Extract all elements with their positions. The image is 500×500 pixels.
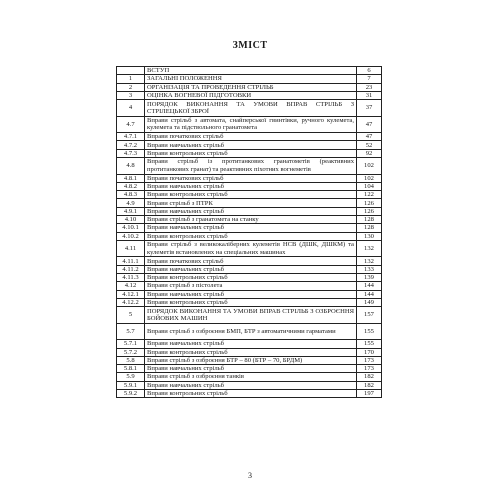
- toc-section-number: 4.11.1: [117, 257, 145, 265]
- toc-row: [117, 174, 382, 182]
- toc-page-number: 155: [357, 340, 382, 348]
- toc-row: [117, 356, 382, 364]
- toc-section-number: 4.8.1: [117, 174, 145, 182]
- toc-page-number: 47: [357, 116, 382, 133]
- toc-page-number: 6: [357, 67, 382, 75]
- toc-page-number: 132: [357, 240, 382, 257]
- toc-page-number: 182: [357, 373, 382, 381]
- toc-section-title: Вправи стрільб з озброєння БТР – 80 (БТР – 70, БРДМ): [145, 356, 357, 364]
- toc-section-title: ЗАГАЛЬНІ ПОЛОЖЕННЯ: [145, 75, 357, 83]
- toc-row: [117, 307, 382, 324]
- toc-page-number: 104: [357, 182, 382, 190]
- toc-page-number: 130: [357, 232, 382, 240]
- toc-page-number: 132: [357, 257, 382, 265]
- toc-section-title: ВСТУП: [145, 67, 357, 75]
- toc-section-number: 4.9.1: [117, 207, 145, 215]
- toc-body: [117, 67, 382, 398]
- toc-section-title: Вправи контрольних стрільб: [145, 298, 357, 306]
- toc-section-title: Вправи стрільб з автомата, снайперської гвинтівки, ручного кулемета, кулемета та підствольного гранатомета: [145, 116, 357, 133]
- toc-page-number: 102: [357, 174, 382, 182]
- toc-section-number: 4.12: [117, 282, 145, 290]
- toc-section-number: 4.11: [117, 240, 145, 257]
- toc-section-number: 5.9: [117, 373, 145, 381]
- toc-page-number: 173: [357, 365, 382, 373]
- toc-row: [117, 274, 382, 282]
- toc-page-number: 144: [357, 290, 382, 298]
- toc-section-number: 4.10.2: [117, 232, 145, 240]
- toc-section-number: 4.7.3: [117, 149, 145, 157]
- toc-section-number: 4: [117, 100, 145, 117]
- toc-page-number: 157: [357, 307, 382, 324]
- toc-section-number: 5.7.1: [117, 340, 145, 348]
- toc-page-number: 133: [357, 265, 382, 273]
- toc-row: [117, 141, 382, 149]
- toc-section-number: 4.7.2: [117, 141, 145, 149]
- toc-page-number: 92: [357, 149, 382, 157]
- toc-section-number: 4.11.3: [117, 274, 145, 282]
- toc-section-number: 4.11.2: [117, 265, 145, 273]
- toc-row: [117, 348, 382, 356]
- toc-section-title: ОРГАНІЗАЦІЯ ТА ПРОВЕДЕННЯ СТРІЛЬБ: [145, 83, 357, 91]
- toc-section-number: 4.8.3: [117, 191, 145, 199]
- toc-row: [117, 240, 382, 257]
- toc-section-title: Вправи навчальних стрільб: [145, 265, 357, 273]
- toc-section-number: 5: [117, 307, 145, 324]
- toc-row: [117, 298, 382, 306]
- toc-section-title: Вправи контрольних стрільб: [145, 390, 357, 398]
- toc-section-title: Вправи початкових стрільб: [145, 257, 357, 265]
- toc-page-number: 7: [357, 75, 382, 83]
- toc-section-title: Вправи навчальних стрільб: [145, 381, 357, 389]
- toc-row: [117, 390, 382, 398]
- toc-section-title: Вправи навчальних стрільб: [145, 365, 357, 373]
- toc-page-number: 122: [357, 191, 382, 199]
- toc-section-number: 5.7: [117, 323, 145, 340]
- toc-row: [117, 224, 382, 232]
- toc-page-number: 52: [357, 141, 382, 149]
- toc-section-title: Вправи навчальних стрільб: [145, 182, 357, 190]
- toc-row: [117, 191, 382, 199]
- toc-page-number: 31: [357, 91, 382, 99]
- toc-row: [117, 340, 382, 348]
- toc-section-title: Вправи навчальних стрільб: [145, 207, 357, 215]
- toc-row: [117, 282, 382, 290]
- toc-page-number: 37: [357, 100, 382, 117]
- toc-page-number: 197: [357, 390, 382, 398]
- toc-row: [117, 158, 382, 175]
- toc-section-title: Вправи навчальних стрільб: [145, 141, 357, 149]
- toc-row: [117, 257, 382, 265]
- toc-row: [117, 290, 382, 298]
- page-number: 3: [248, 471, 252, 480]
- toc-section-number: 5.8.1: [117, 365, 145, 373]
- toc-section-number: 3: [117, 91, 145, 99]
- toc-section-title: Вправи стрільб з великокаліберних кулеметів НСВ (ДШК, ДШКМ) та кулеметів встановлених на спеціальних машинах: [145, 240, 357, 257]
- toc-section-title: Вправи стрільб з гранатомета на станку: [145, 216, 357, 224]
- toc-section-title: Вправи навчальних стрільб: [145, 224, 357, 232]
- toc-row: [117, 216, 382, 224]
- toc-section-title: Вправи початкових стрільб: [145, 133, 357, 141]
- toc-page-number: 155: [357, 323, 382, 340]
- toc-section-number: 2: [117, 83, 145, 91]
- toc-section-number: 4.7: [117, 116, 145, 133]
- toc-section-number: 4.12.1: [117, 290, 145, 298]
- toc-section-title: Вправи контрольних стрільб: [145, 348, 357, 356]
- toc-row: [117, 381, 382, 389]
- toc-row: [117, 91, 382, 99]
- toc-section-title: Вправи стрільб з ПТРК: [145, 199, 357, 207]
- toc-section-number: 5.7.2: [117, 348, 145, 356]
- toc-section-number: 4.10: [117, 216, 145, 224]
- toc-page-number: 23: [357, 83, 382, 91]
- toc-page-number: 173: [357, 356, 382, 364]
- toc-row: [117, 133, 382, 141]
- toc-page-number: 128: [357, 224, 382, 232]
- toc-section-number: 4.8: [117, 158, 145, 175]
- toc-section-title: ПОРЯДОК ВИКОНАННЯ ТА УМОВИ ВПРАВ СТРІЛЬБ З ОЗБРОЄННЯ БОЙОВИХ МАШИН: [145, 307, 357, 324]
- toc-section-title: Вправи контрольних стрільб: [145, 274, 357, 282]
- toc-section-number: 5.9.2: [117, 390, 145, 398]
- toc-section-title: Вправи контрольних стрільб: [145, 191, 357, 199]
- toc-page-number: 126: [357, 207, 382, 215]
- toc-section-title: Вправи стрільб з пістолета: [145, 282, 357, 290]
- toc-row: [117, 116, 382, 133]
- toc-section-title: Вправи навчальних стрільб: [145, 290, 357, 298]
- toc-section-number: 4.12.2: [117, 298, 145, 306]
- toc-section-title: Вправи початкових стрільб: [145, 174, 357, 182]
- toc-section-number: 4.9: [117, 199, 145, 207]
- toc-row: [117, 83, 382, 91]
- toc-section-title: ПОРЯДОК ВИКОНАННЯ ТА УМОВИ ВПРАВ СТРІЛЬБ З СТРІЛЕЦЬКОЇ ЗБРОЇ: [145, 100, 357, 117]
- toc-section-number: 4.8.2: [117, 182, 145, 190]
- toc-section-title: Вправи контрольних стрільб: [145, 232, 357, 240]
- toc-section-title: Вправи стрільб з озброєння танків: [145, 373, 357, 381]
- toc-row: [117, 67, 382, 75]
- toc-section-number: 4.10.1: [117, 224, 145, 232]
- toc-section-title: Вправи стрільб із протитанкових гранатометів (реактивних протитанкових гранат) та реактивних піхотних вогнеметів: [145, 158, 357, 175]
- toc-section-number: [117, 67, 145, 75]
- table-of-contents: [116, 66, 382, 398]
- toc-section-number: 5.8: [117, 356, 145, 364]
- toc-row: [117, 149, 382, 157]
- toc-row: [117, 232, 382, 240]
- toc-page-number: 126: [357, 199, 382, 207]
- toc-row: [117, 182, 382, 190]
- toc-section-number: 4.7.1: [117, 133, 145, 141]
- toc-section-number: 1: [117, 75, 145, 83]
- toc-page-number: 144: [357, 282, 382, 290]
- toc-page-number: 149: [357, 298, 382, 306]
- toc-page-number: 182: [357, 381, 382, 389]
- toc-page-number: 47: [357, 133, 382, 141]
- page-title: ЗМІСТ: [232, 40, 268, 51]
- toc-row: [117, 323, 382, 340]
- toc-row: [117, 265, 382, 273]
- toc-page-number: 139: [357, 274, 382, 282]
- toc-row: [117, 100, 382, 117]
- toc-page-number: 102: [357, 158, 382, 175]
- toc-section-title: Вправи навчальних стрільб: [145, 340, 357, 348]
- toc-row: [117, 365, 382, 373]
- toc-row: [117, 207, 382, 215]
- toc-section-title: Вправи стрільб з озброєння БМП, БТР з автоматичними гарматами: [145, 323, 357, 340]
- toc-row: [117, 75, 382, 83]
- toc-page-number: 128: [357, 216, 382, 224]
- toc-row: [117, 373, 382, 381]
- toc-row: [117, 199, 382, 207]
- toc-section-title: Вправи контрольних стрільб: [145, 149, 357, 157]
- toc-page-number: 170: [357, 348, 382, 356]
- toc-section-title: ОЦІНКА ВОГНЕВОЇ ПІДГОТОВКИ: [145, 91, 357, 99]
- toc-section-number: 5.9.1: [117, 381, 145, 389]
